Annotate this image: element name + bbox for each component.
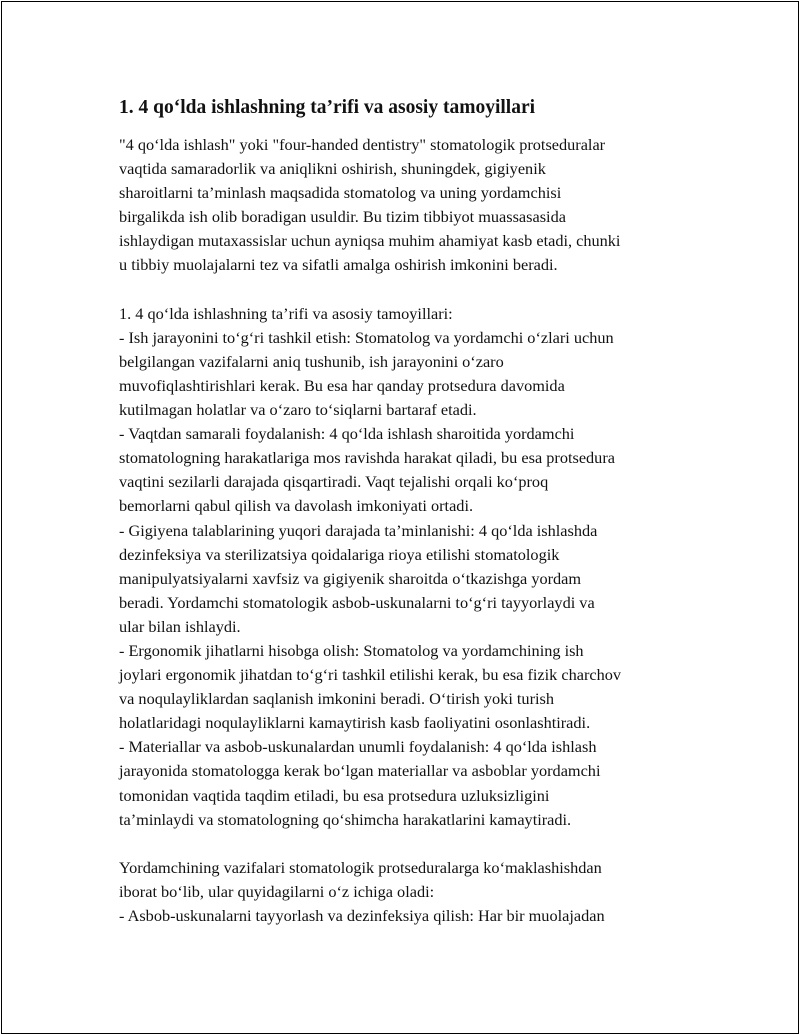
assistant-line: - Asbob-uskunalarni tayyorlash va dezinfeksiya qilish: Har bir muolajadan — [119, 906, 605, 925]
intro-line: u tibbiy muolajalarni tez va sifatli amalga oshirish imkonini beradi. — [119, 255, 558, 275]
page — [1, 1, 799, 1034]
principles-line: ta’minlaydi va stomatologning qo‘shimcha harakatlarini kamaytiradi. — [119, 809, 572, 829]
principles-line: joylari ergonomik jihatdan to‘g‘ri tashkil etilishi kerak, bu esa fizik charchov — [119, 665, 622, 685]
principles-line: manipulyatsiyalarni xavfsiz va gigiyenik sharoitda o‘tkazishga yordam — [119, 568, 582, 588]
principles-line: - Ergonomik jihatlarni hisobga olish: Stomatolog va yordamchining ish — [119, 640, 584, 660]
principles-paragraph — [119, 302, 709, 832]
principles-line: - Ish jarayonini to‘g‘ri tashkil etish: Stomatolog va yordamchi o‘zlari uchun — [119, 327, 614, 347]
assistant-line: iborat bo‘lib, ular quyidagilarni o‘z ichiga oladi: — [119, 881, 435, 901]
intro-paragraph — [119, 133, 709, 278]
intro-line: sharoitlarni ta’minlash maqsadida stomatolog va uning yordamchisi — [119, 183, 562, 203]
principles-line: ular bilan ishlaydi. — [119, 616, 241, 636]
paragraph-gap — [119, 278, 709, 302]
principles-line: beradi. Yordamchi stomatologik asbob-uskunalarni to‘g‘ri tayyorlaydi va — [119, 592, 595, 612]
principles-line: muvofiqlashtirishlari kerak. Bu esa har qanday protsedura davomida — [119, 375, 565, 395]
principles-line: va noqulayliklardan saqlanish imkonini beradi. O‘tirish yoki turish — [119, 689, 554, 709]
assistant-duties-paragraph — [119, 856, 709, 928]
intro-line: "4 qo‘lda ishlash" yoki "four-handed dentistry" stomatologik protseduralar — [119, 135, 606, 154]
principles-line: - Gigiyena talablarining yuqori darajada ta’minlanishi: 4 qo‘lda ishlashda — [119, 520, 598, 540]
paragraph-gap — [119, 832, 709, 856]
section-heading: 1. 4 qo‘lda ishlashning ta’rifi va asosiy tamoyillari — [119, 97, 536, 118]
principles-line: - Materiallar va asbob-uskunalardan unumli foydalanish: 4 qo‘lda ishlash — [119, 737, 597, 757]
principles-line: stomatologning harakatlariga mos ravishda harakat qiladi, bu esa protsedura — [119, 448, 615, 468]
principles-line: holatlaridagi noqulayliklarni kamaytirish kasb faoliyatini osonlashtiradi. — [119, 713, 591, 733]
principles-line: dezinfeksiya va sterilizatsiya qoidalariga rioya etilishi stomatologik — [119, 544, 560, 564]
principles-line: - Vaqtdan samarali foydalanish: 4 qo‘lda ishlash sharoitida yordamchi — [119, 424, 575, 444]
principles-line: 1. 4 qo‘lda ishlashning ta’rifi va asosiy tamoyillari: — [119, 303, 453, 323]
intro-line: birgalikda ish olib boradigan usuldir. Bu tizim tibbiyot muassasasida — [119, 207, 566, 227]
principles-line: tomonidan vaqtida taqdim etiladi, bu esa protsedura uzluksizligini — [119, 785, 550, 805]
principles-line: jarayonida stomatologga kerak bo‘lgan materiallar va asboblar yordamchi — [119, 761, 601, 781]
intro-line: ishlaydigan mutaxassislar uchun ayniqsa muhim ahamiyat kasb etadi, chunki — [119, 231, 621, 251]
principles-line: belgilangan vazifalarni aniq tushunib, ish jarayonini o‘zaro — [119, 351, 504, 371]
principles-line: kutilmagan holatlar va o‘zaro to‘siqlarni bartaraf etadi. — [119, 400, 477, 420]
intro-line: vaqtida samaradorlik va aniqlikni oshirish, shuningdek, gigiyenik — [119, 159, 546, 179]
assistant-line: Yordamchining vazifalari stomatologik protseduralarga ko‘maklashishdan — [119, 857, 602, 877]
principles-line: bemorlarni qabul qilish va davolash imkoniyati ortadi. — [119, 496, 474, 516]
principles-line: vaqtini sezilarli darajada qisqartiradi. Vaqt tejalishi orqali ko‘proq — [119, 472, 549, 492]
document-body — [119, 94, 709, 928]
